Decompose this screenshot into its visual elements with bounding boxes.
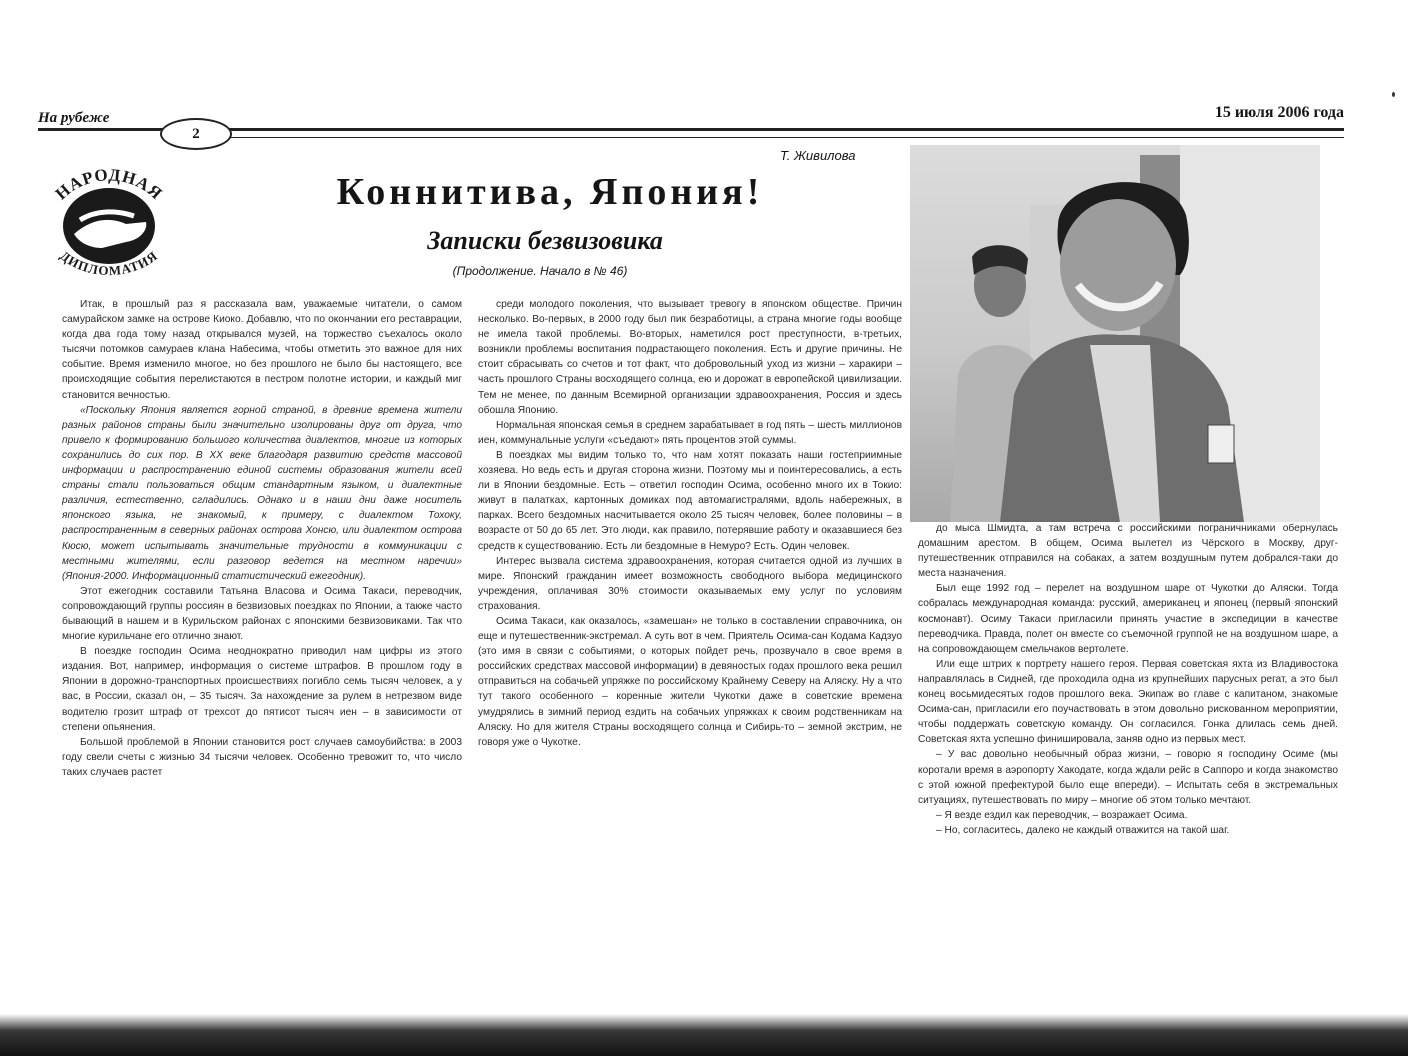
scan-edge-smudge [0, 1014, 1408, 1056]
header-rule-thin [230, 137, 1344, 138]
issue-date: 15 июля 2006 года [1214, 104, 1344, 121]
scan-speck [1392, 92, 1395, 97]
paragraph: до мыса Шмидта, а там встреча с российскими пограничниками обернулась домашним арестом. В общем, Осима вылетел из Чёрского в Москву, друг-путешественник отправился на собаках, а затем воздушным путем добрался-таки до места назначения. [918, 523, 1338, 580]
article-subtitle: Записки безвизовика [427, 226, 663, 255]
paragraph: Большой проблемой в Японии становится рост случаев самоубийства: в 2003 году свели счеты с жизнью 34 тысячи человек. Особенно тревожит то, что число таких случаев растет [62, 736, 462, 778]
logo-text-top: НАРОДНАЯ [51, 165, 167, 204]
paragraph: Итак, в прошлый раз я рассказала вам, уважаемые читатели, о самом самурайском замке на острове Киоко. Добавлю, что по окончании его реставрации, когда два года тому назад открывался музей, на торжество съехалось около тысячи потомков самураев клана Набесима, чтобы отметить это важное для них событие. Время изменило многое, но без прошлого не было бы настоящего, все происходящие события перелистаются в пестром полотне истории, и каждый миг становится вечностью. [62, 299, 462, 401]
people-diplomacy-logo [30, 150, 188, 282]
section-name: На рубеже [38, 110, 110, 126]
paragraph-quote: «Поскольку Япония является горной страной, в древние времена жители разных районов страны были значительно изолированы друг от друга, что привело к формированию большого количества диалектов, многие из которых сохранились до сих пор. В XX веке благодаря развитию средств массовой информации и распространению единой системы образования жители всей страны стали пользоваться общим стандартным языком, и диалектные различия, естественно, сгладились. Однако и в наши дни даже носитель японского языка, не знакомый, к примеру, с диалектом Тохоку, распространенным в северных районах острова Хонсю, или диалектом острова Кюсю, может испытывать значительные трудности в коммуникации с местными жителями, если разговор ведется на местном наречии» (Япония-2000. Информационный статистический ежегодник). [62, 404, 462, 582]
paragraph: Этот ежегодник составили Татьяна Власова и Осима Такаси, переводчик, сопровождающий группы россиян в безвизовых поездках по Японии, а также часто бывающий в нашем и в Курильском районах с японскими безвизовиками. Так что многие курильчане его отлично знают. [62, 585, 462, 643]
paragraph: Осима Такаси, как оказалось, «замешан» не только в составлении справочника, он еще и путешественник-экстремал. А суть вот в чем. Приятель Осима-сан Кодама Кадзуо (это имя в связи с событиями, о которых пойдет речь, прозвучало в свое время в российских средствах массовой информации) в девяностых годах прошлого века решил отправиться на собачьей упряжке по российскому Крайнему Северу на Аляску. Ну а что тут такого особенного – коренные жители Чукотки даже в советские времена умудрялись в зимний период ездить на собачьих упряжках к своим родственникам на Аляску. Но для жителя Страны восходящего солнца и Сибирь-то – земной экстрим, не говоря уже о Чукотке. [478, 615, 902, 748]
author-byline: Т. Живилова [780, 148, 856, 163]
article-column-3 [918, 521, 1338, 1049]
paragraph: Интерес вызвала система здравоохранения, которая считается одной из лучших в мире. Японский гражданин имеет возможность свободного выбора медицинского учреждения, оплачивая 30% стоимости оказываемых ему услуг по условиям страхования. [478, 555, 902, 612]
page-number: 2 [160, 118, 232, 150]
paragraph: – Но, согласитесь, далеко не каждый отважится на такой шаг. [936, 824, 1230, 836]
header-rule [38, 128, 1344, 131]
logo-text-bottom: ДИПЛОМАТИЯ [57, 247, 161, 279]
paragraph: среди молодого поколения, что вызывает тревогу в японском обществе. Причин несколько. Во-первых, в 2000 году был пик безработицы, а страна многие годы вообще не имела такой проблемы. Во-вторых, наметился рост преступности, в-третьих, возникли проблемы воспитания подрастающего поколения. Есть и другие причины. Не стоит сбрасывать со счетов и тот факт, что добровольный уход из жизни – харакири – часть прошлого Страны восходящего солнца, ею и дорожат в европейской цивилизации. Тем не менее, по данным Всемирной организации здравоохранения, Россия и здесь обошла Японию. [478, 299, 902, 416]
paragraph: Или еще штрих к портрету нашего героя. Первая советская яхта из Владивостока направлялась в Сидней, где проходила одна из крупнейших парусных регат, а это был конец восьмидесятых годов прошлого века. Экипаж во главе с капитаном, знакомые Осима-сан, пригласили его поучаствовать в этом довольно рискованном мероприятии, чтобы поддержать советскую команду. Он согласился. Гонка длилась семь дней. Советская яхта успешно финишировала, заняв одно из первых мест. [918, 658, 1338, 746]
portrait-photo [910, 145, 1320, 522]
paragraph: В поездке господин Осима неоднократно приводил нам цифры из этого издания. Вот, например, информация о системе штрафов. В прошлом году в Японии в дорожно-транспортных происшествиях погибло семь тысяч человек, а у вас, в России, сказал он, – 35 тысяч. За нахождение за рулем в нетрезвом виде водителю грозит штраф от трехсот до пятисот тысяч иен – в зависимости от степени опьянения. [62, 646, 462, 733]
paragraph: – У вас довольно необычный образ жизни, – говорю я господину Осиме (мы коротали время в аэропорту Хакодате, когда ждали рейс в Саппоро и когда знакомство с этой южной префектурой было еще впереди). – Испытать себя в экстремальных ситуациях, путешествовать по миру – многие об этом только мечтают. [918, 749, 1338, 806]
paragraph: Был еще 1992 год – перелет на воздушном шаре от Чукотки до Аляски. Тогда собралась международная команда: русский, американец и японец (первый японский космонавт). Осиму Такаси пригласили принять участие в экспедиции в качестве переводчика. Правда, полет он вместе со съемочной группой не на воздушном шаре, а на сопровождающем смельчаков вертолете. [918, 583, 1338, 655]
continuation-note: (Продолжение. Начало в № 46) [452, 264, 628, 278]
article-column-1 [62, 297, 462, 1049]
article-title: Коннитива, Япония! [336, 171, 764, 213]
paragraph: Нормальная японская семья в среднем зарабатывает в год пять – шесть миллионов иен, коммунальные услуги «съедают» пять процентов этой суммы. [478, 419, 902, 446]
photo-figures [910, 145, 1320, 522]
paragraph: – Я везде ездил как переводчик, – возражает Осима. [936, 809, 1188, 821]
paragraph: В поездках мы видим только то, что нам хотят показать наши гостеприимные хозяева. Но ведь есть и другая сторона жизни. Поэтому мы и поинтересовались, а есть ли в Японии бездомные. Есть – ответил господин Осима, особенно много их в Токио: живут в палатках, картонных домиках под автомагистралями, вдоль набережных, в парках. Всего бездомных насчитывается около 25 тысяч человек, более половины – в возрасте от 50 до 65 лет. Это люди, как правило, потерявшие работу и оказавшиеся без средств к существованию. Есть ли бездомные в Немуро? Есть. Один человек. [478, 449, 902, 552]
article-column-2 [478, 297, 902, 1049]
